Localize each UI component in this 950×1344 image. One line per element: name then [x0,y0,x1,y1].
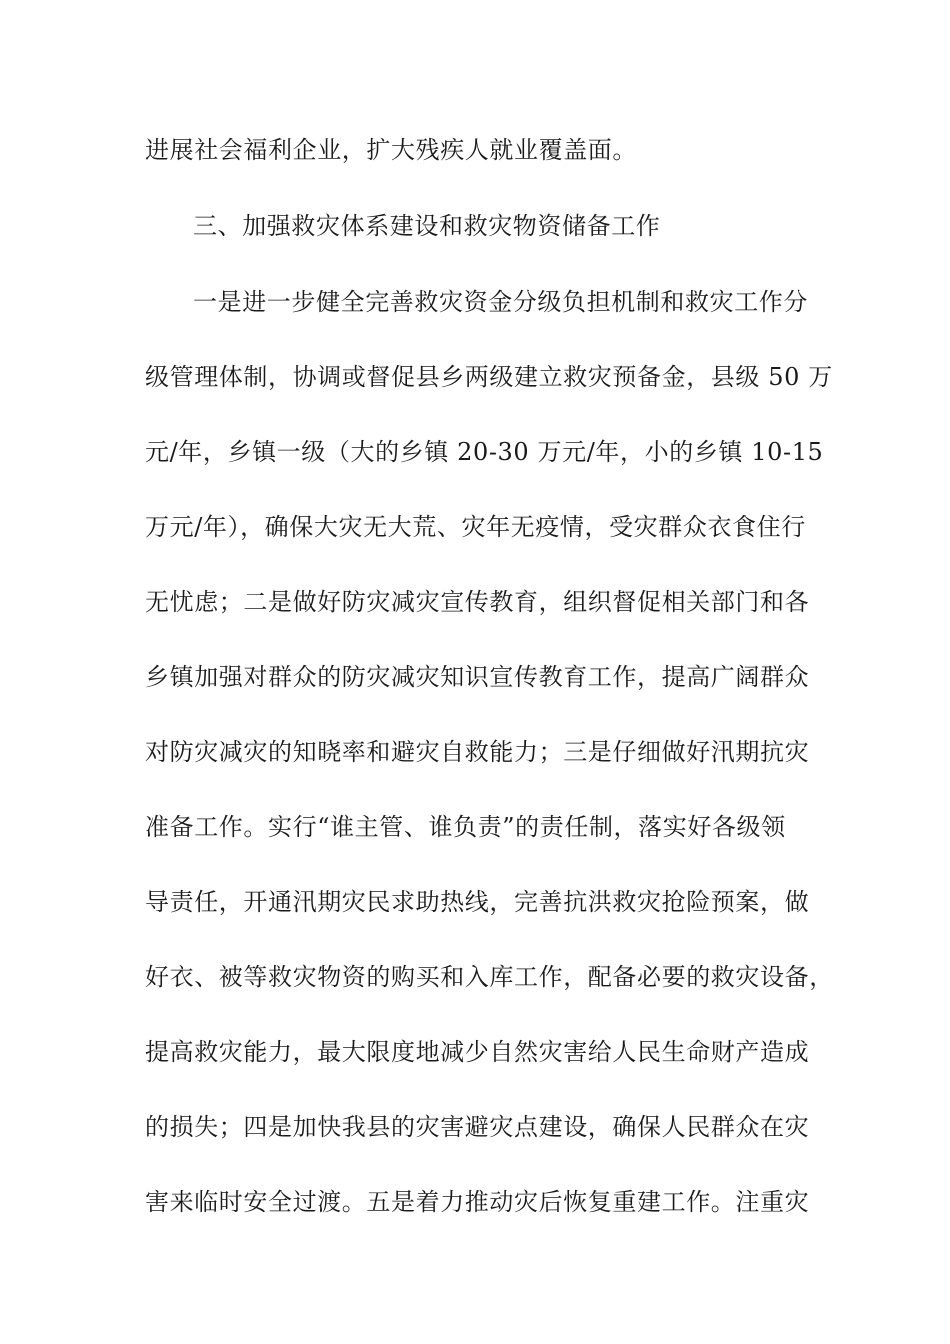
paragraph-line: 好衣、被等救灾物资的购买和入库工作，配备必要的救灾设备， [145,963,834,991]
paragraph-line: 进展社会福利企业，扩大残疾人就业覆盖面。 [145,136,637,164]
paragraph-line: 万元/年），确保大灾无大荒、灾年无疫情，受灾群众衣食住行 [145,513,806,541]
paragraph-line: 对防灾减灾的知晓率和避灾自救能力；三是仔细做好汛期抗灾 [145,738,810,766]
paragraph-line: 的损失；四是加快我县的灾害避灾点建设，确保人民群众在灾 [145,1113,810,1141]
paragraph-line: 元/年，乡镇一级（大的乡镇 20-30 万元/年，小的乡镇 10-15 [145,438,824,466]
paragraph-line: 提高救灾能力，最大限度地减少自然灾害给人民生命财产造成 [145,1038,810,1066]
paragraph-line: 一是进一步健全完善救灾资金分级负担机制和救灾工作分 [193,288,808,316]
paragraph-line: 害来临时安全过渡。五是着力推动灾后恢复重建工作。注重灾 [145,1188,810,1216]
paragraph-line: 无忧虑；二是做好防灾减灾宣传教育，组织督促相关部门和各 [145,588,810,616]
paragraph-line: 导责任，开通汛期灾民求助热线，完善抗洪救灾抢险预案，做 [145,888,810,916]
paragraph-line: 级管理体制，协调或督促县乡两级建立救灾预备金，县级 50 万 [145,363,833,391]
section-heading: 三、加强救灾体系建设和救灾物资储备工作 [193,212,661,240]
paragraph-line: 准备工作。实行“谁主管、谁负责”的责任制，落实好各级领 [145,813,786,841]
paragraph-line: 乡镇加强对群众的防灾减灾知识宣传教育工作，提高广阔群众 [145,663,810,691]
